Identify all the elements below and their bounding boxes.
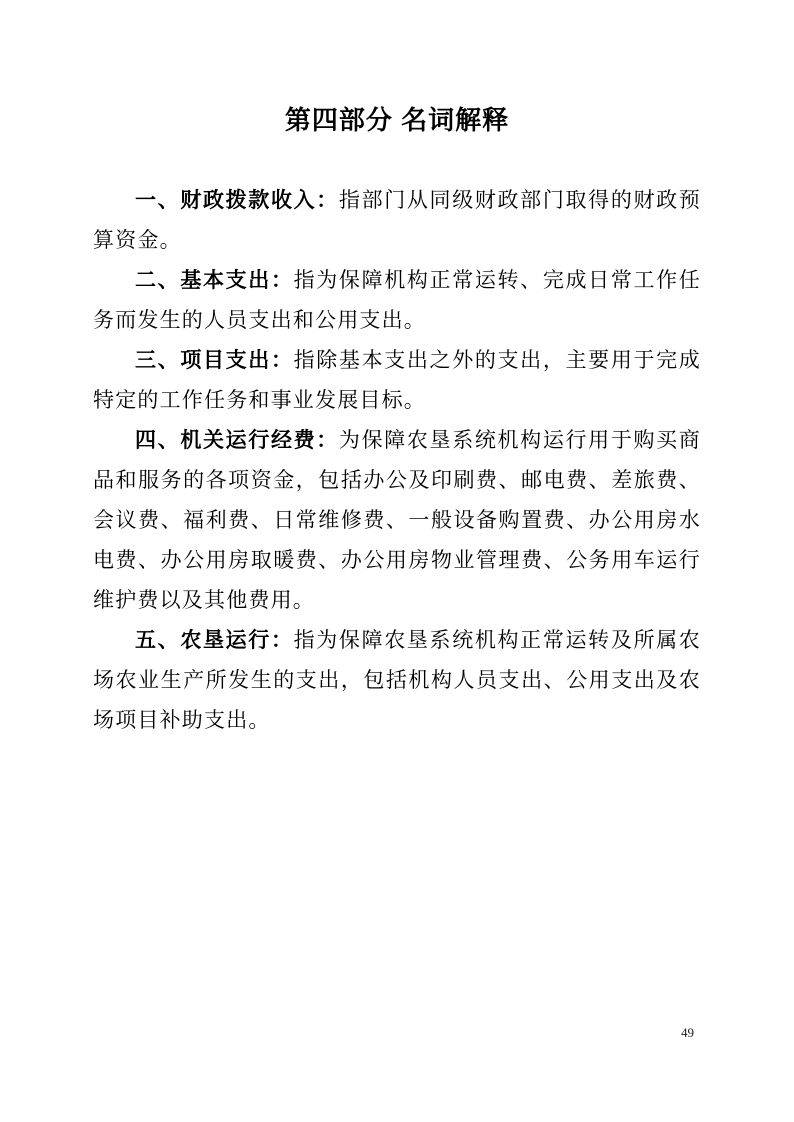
term-definition: 指部门从同级财政部门取得的财政预算资金。 <box>93 188 701 252</box>
term-definition: 指为保障机构正常运转、完成日常工作任务而发生的人员支出和公用支出。 <box>93 268 701 332</box>
term-definition: 指除基本支出之外的支出，主要用于完成特定的工作任务和事业发展目标。 <box>93 348 701 412</box>
terms-section <box>93 180 701 740</box>
term-paragraph <box>93 180 701 260</box>
term-paragraph <box>93 340 701 420</box>
term-paragraph <box>93 260 701 340</box>
term-label: 一、财政拨款收入： <box>135 188 339 212</box>
term-label: 二、基本支出： <box>135 268 294 292</box>
term-label: 四、机关运行经费： <box>135 428 339 452</box>
term-definition: 指为保障农垦系统机构正常运转及所属农场农业生产所发生的支出，包括机构人员支出、公用支出及农场项目补助支出。 <box>93 628 701 732</box>
term-label: 五、农垦运行： <box>135 628 294 652</box>
term-paragraph <box>93 420 701 620</box>
term-definition: 为保障农垦系统机构运行用于购买商品和服务的各项资金，包括办公及印刷费、邮电费、差旅费、会议费、福利费、日常维修费、一般设备购置费、办公用房水电费、办公用房取暖费、办公用房物业管理费、公务用车运行维护费以及其他费用。 <box>93 428 701 612</box>
term-paragraph <box>93 620 701 740</box>
term-label: 三、项目支出： <box>135 348 294 372</box>
page-number: 49 <box>681 1025 694 1040</box>
page-title: 第四部分 名词解释 <box>284 105 510 135</box>
